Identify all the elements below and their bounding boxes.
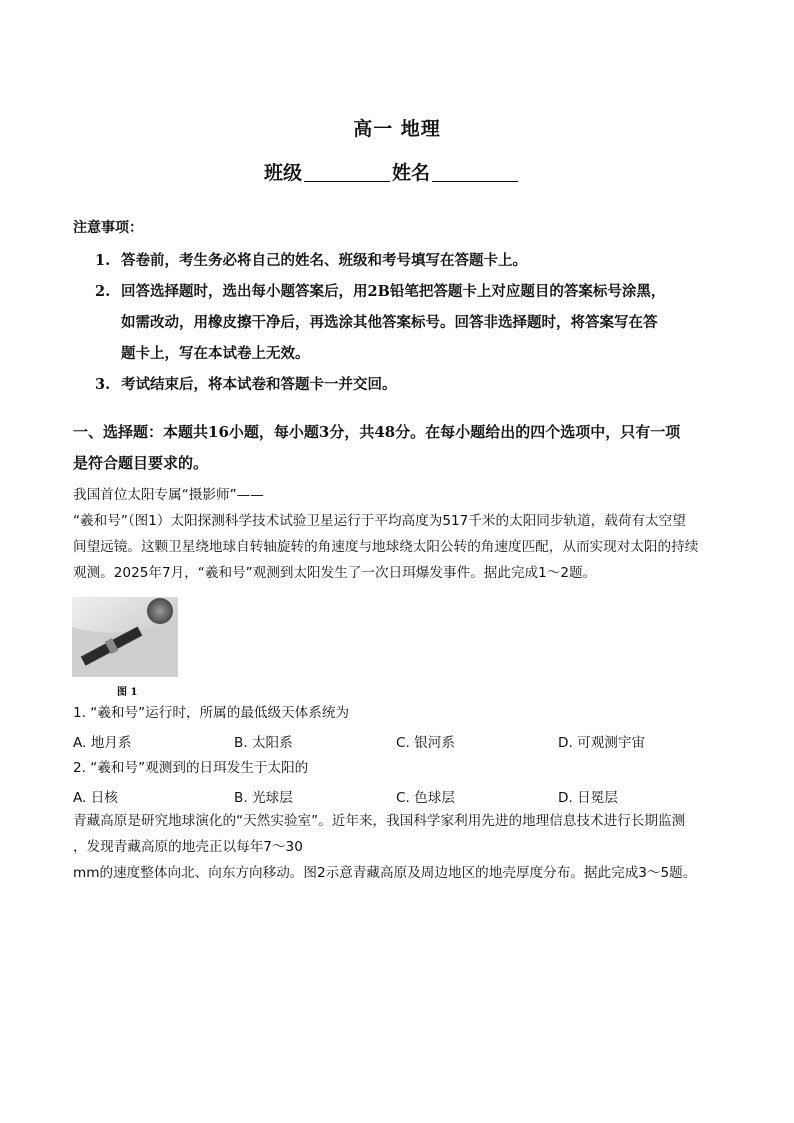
passage-line: mm的速度整体向北、向东方向移动。图2示意青藏高原及周边地区的地壳厚度分布。据此完成3～5题。: [73, 865, 697, 881]
notice-item-number: 3.: [95, 376, 111, 393]
exam-title: 高一 地理: [353, 118, 441, 140]
passage-line: 观测。2025年7月，“羲和号”观测到太阳发生了一次日珥爆发事件。据此完成1～2题。: [73, 565, 597, 581]
question-1-option-c[interactable]: C. 银河系: [396, 735, 455, 751]
passage-line: “羲和号”（图1）太阳探测科学技术试验卫星运行于平均高度为517千米的太阳同步轨道，载荷有太空望: [73, 513, 686, 529]
notice-item-number: 2.: [95, 283, 111, 300]
notice-line: 考试结束后，将本试卷和答题卡一并交回。: [121, 376, 397, 393]
question-1-option-b[interactable]: B. 太阳系: [234, 735, 293, 751]
question-1-option-a[interactable]: A. 地月系: [73, 735, 132, 751]
notice-line: 答卷前，考生务必将自己的姓名、班级和考号填写在答题卡上。: [121, 252, 527, 269]
notice-item: [95, 245, 527, 276]
class-blank[interactable]: [304, 161, 390, 182]
class-label: 班级: [264, 162, 303, 184]
name-label: 姓名: [392, 162, 431, 184]
passage-1: [73, 482, 698, 586]
notice-item: [95, 276, 666, 369]
notice-item: [95, 369, 397, 400]
question-2-option-a[interactable]: A. 日核: [73, 790, 118, 806]
question-2-option-d[interactable]: D. 日冕层: [558, 790, 618, 806]
section-line: 是符合题目要求的。: [73, 454, 209, 472]
question-2-option-b[interactable]: B. 光球层: [234, 790, 293, 806]
name-blank[interactable]: [432, 161, 518, 182]
satellite-figure: [72, 597, 178, 677]
satellite-image: [72, 597, 178, 677]
notice-line: 题卡上，写在本试卷上无效。: [121, 345, 310, 362]
section-line: 一、选择题：本题共16小题，每小题3分，共48分。在每小题给出的四个选项中，只有一项: [73, 423, 681, 441]
question-2-option-c[interactable]: C. 色球层: [396, 790, 455, 806]
notice-title: 注意事项：: [73, 220, 143, 236]
passage-line: 我国首位太阳专属“摄影师”——: [73, 487, 264, 503]
question-2-stem: 2. “羲和号”观测到的日珥发生于太阳的: [73, 760, 309, 776]
passage-line: 间望远镜。这颗卫星绕地球自转轴旋转的角速度与地球绕太阳公转的角速度匹配，从而实现对太阳的持续: [73, 539, 699, 555]
question-1-option-d[interactable]: D. 可观测宇宙: [558, 735, 646, 751]
notice-line: 如需改动，用橡皮擦干净后，再选涂其他答案标号。回答非选择题时，将答案写在答: [121, 314, 658, 331]
figure-caption: 图 1: [117, 687, 138, 698]
notice-line: 回答选择题时，选出每小题答案后，用2B铅笔把答题卡上对应题目的答案标号涂黑，: [121, 283, 666, 300]
class-name-line: [264, 158, 520, 185]
question-1-stem: 1. “羲和号”运行时，所属的最低级天体系统为: [73, 705, 350, 721]
passage-line: ，发现青藏高原的地壳正以每年7～30: [73, 839, 303, 855]
notice-item-number: 1.: [95, 252, 111, 269]
passage-2: [73, 808, 696, 886]
passage-line: 青藏高原是研究地球演化的“天然实验室”。近年来，我国科学家利用先进的地理信息技术进行长期监测: [73, 813, 686, 829]
section-heading: [73, 417, 723, 479]
